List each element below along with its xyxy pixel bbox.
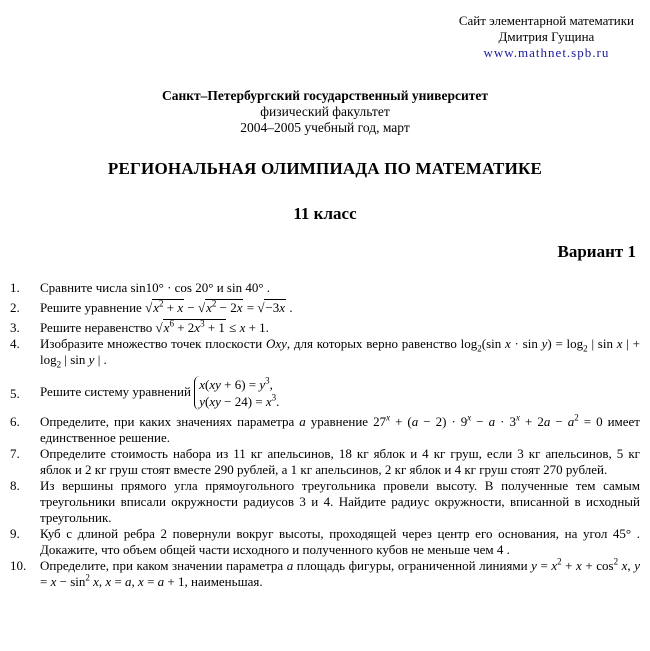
problem-item [10, 300, 640, 316]
university-name: Санкт–Петербургский государственный университет [161, 88, 488, 103]
problem-item [10, 280, 640, 296]
variant-label: Вариант 1 [557, 242, 636, 261]
site-line-1: Сайт элементарной математики [458, 13, 634, 28]
site-attribution [459, 13, 634, 61]
problem-number: 3. [10, 320, 20, 335]
problem-text: Решите систему уравнений $x(xy + 6) = y^3$, $y(xy - 24) = x^3$. [40, 375, 280, 409]
problem-number: 10. [10, 558, 27, 573]
site-line-2: Дмитрия Гущина [498, 29, 595, 44]
problem-text: Определите стоимость набора из 11 кг апельсинов, 18 кг яблок и 4 кг груш, если 3 кг апельсинов, 5 кг яблок и 2 кг груш стоят вместе 290 рублей, а 1 кг апельсинов, 2 кг яблок и 4 кг груш стоят 270 рублей. [40, 446, 640, 477]
equation-system: $x(xy + 6) = y^3$, $y(xy - 24) = x^3$. [194, 376, 279, 410]
problem-text: Определите, при каком значении параметра a площадь фигуры, ограниченной линиями $y = x^2 + x + \cos^2 x$, $y = x - \sin^2 x$, x = a, x = a + 1, наименьшая. [40, 556, 640, 589]
problem-item [10, 526, 640, 558]
problem-text: Изобразите множество точек плоскости Oxy, для которых верно равенство $\log_2(\sin$ $x \cdot \sin y) = \log_2$ | sin x | + $\log_2$ | sin y | . [40, 336, 640, 370]
problem-number: 1. [10, 280, 20, 295]
problem-number: 7. [10, 446, 20, 461]
problem-text: Определите, при каких значениях параметра a уравнение $27^x + (a - 2) \cdot 9^x - a \cdot 3^x + 2a - a^2 = 0$ имеет единственное решение. [40, 412, 640, 445]
problem-number: 6. [10, 414, 20, 429]
grade-label: 11 класс [293, 204, 357, 223]
olympiad-title: РЕГИОНАЛЬНАЯ ОЛИМПИАДА ПО МАТЕМАТИКЕ [107, 159, 543, 178]
problem-item [10, 446, 640, 478]
problem-list [10, 280, 640, 590]
problem-item [10, 414, 640, 446]
problem-item [10, 558, 640, 590]
problem-number: 8. [10, 478, 20, 493]
problem-number: 5. [10, 386, 20, 401]
problem-text: Решите неравенство $√x^6 + 2x^3 + 1 \le x + 1$. [40, 318, 269, 335]
problem-text: Сравните числа sin10° · cos 20° и sin 40° . [40, 280, 271, 295]
problem-text: Решите уравнение $√x^2 + x - √x^2 - 2x = √-3x$ . [40, 298, 293, 315]
university-header [0, 88, 650, 136]
problem-item [10, 478, 640, 526]
faculty-name: физический факультет [260, 104, 390, 119]
problem-item [10, 336, 640, 368]
problem-number: 4. [10, 336, 20, 351]
problem-text: Из вершины прямого угла прямоугольного треугольника провели высоту. В полученные тем самым треугольники вписали окружности радиусов 3 и 4. Найдите радиус окружности, вписанной в исходный треугольник. [40, 478, 640, 525]
problem-text: Куб с длиной ребра 2 повернули вокруг высоты, проходящей через центр его основания, на угол 45° . Докажите, что объем общей части исходного и полученного кубов не меньше чем 4 . [40, 526, 640, 557]
problem-item [10, 320, 640, 336]
site-url-link[interactable]: www.mathnet.spb.ru [483, 45, 610, 60]
problem-number: 2. [10, 300, 20, 315]
academic-date: 2004–2005 учебный год, март [240, 120, 410, 135]
problem-number: 9. [10, 526, 20, 541]
problem-item [10, 372, 640, 410]
